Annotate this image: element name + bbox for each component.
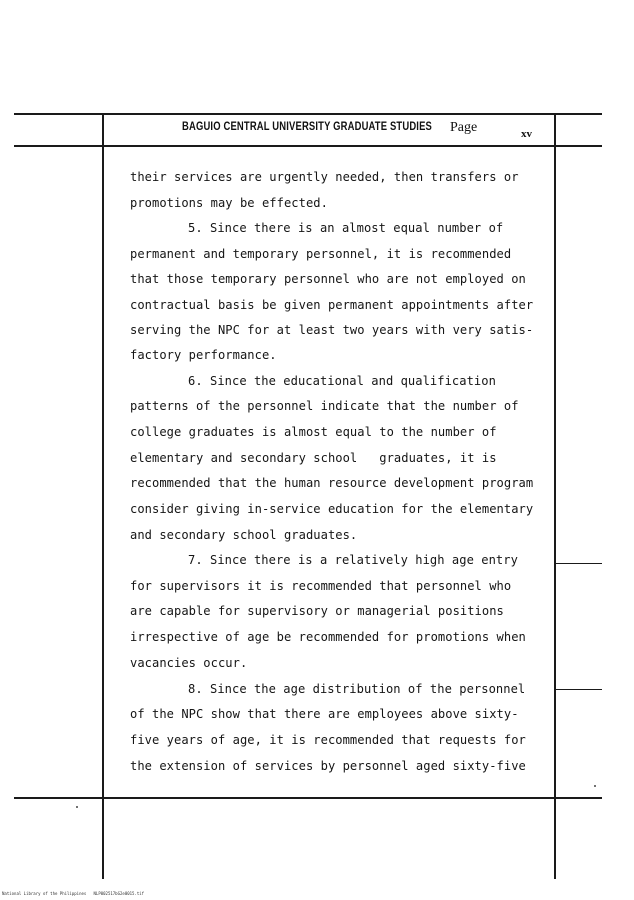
- body-line: college graduates is almost equal to the number of: [130, 425, 497, 439]
- body-line: serving the NPC for at least two years with very satis-: [130, 323, 534, 337]
- header-title: BAGUIO CENTRAL UNIVERSITY GRADUATE STUDIES: [182, 121, 432, 133]
- body-line: irrespective of age be recommended for promotions when: [130, 630, 526, 644]
- bottom-rule: [14, 797, 602, 799]
- body-line: their services are urgently needed, then transfers or: [130, 170, 519, 184]
- body-line: promotions may be effected.: [130, 196, 328, 210]
- right-edge-tick-2: [556, 689, 602, 690]
- body-line: are capable for supervisory or managerial positions: [130, 604, 504, 618]
- body-line: 6. Since the educational and qualification: [188, 374, 496, 388]
- body-line: elementary and secondary school graduates, it is: [130, 451, 497, 465]
- body-line: 5. Since there is an almost equal number of: [188, 221, 504, 235]
- body-line: for supervisors it is recommended that personnel who: [130, 579, 512, 593]
- body-line: vacancies occur.: [130, 656, 248, 670]
- body-line: permanent and temporary personnel, it is recommended: [130, 247, 512, 261]
- scan-speck: [76, 806, 78, 808]
- body-line: and secondary school graduates.: [130, 528, 358, 542]
- body-line: consider giving in-service education for the elementary: [130, 502, 534, 516]
- left-margin-rule: [102, 113, 104, 879]
- body-line: that those temporary personnel who are not employed on: [130, 272, 526, 286]
- body-line: the extension of services by personnel aged sixty-five: [130, 759, 526, 773]
- right-edge-tick-1: [556, 563, 602, 564]
- header-page-number: xv: [521, 128, 532, 140]
- body-line: 8. Since the age distribution of the personnel: [188, 682, 526, 696]
- body-line: patterns of the personnel indicate that the number of: [130, 399, 519, 413]
- body-line: five years of age, it is recommended that requests for: [130, 733, 526, 747]
- body-line: recommended that the human resource development program: [130, 476, 534, 490]
- body-line: 7. Since there is a relatively high age entry: [188, 553, 518, 567]
- body-line: factory performance.: [130, 348, 277, 362]
- header-page-label: Page: [450, 120, 478, 135]
- scan-speck: [594, 785, 596, 787]
- scan-footer: National Library of the Philippines NLP002517bG2e0015.tif: [2, 891, 145, 896]
- body-line: contractual basis be given permanent appointments after: [130, 298, 534, 312]
- body-line: of the NPC show that there are employees above sixty-: [130, 707, 519, 721]
- right-margin-rule: [554, 113, 556, 879]
